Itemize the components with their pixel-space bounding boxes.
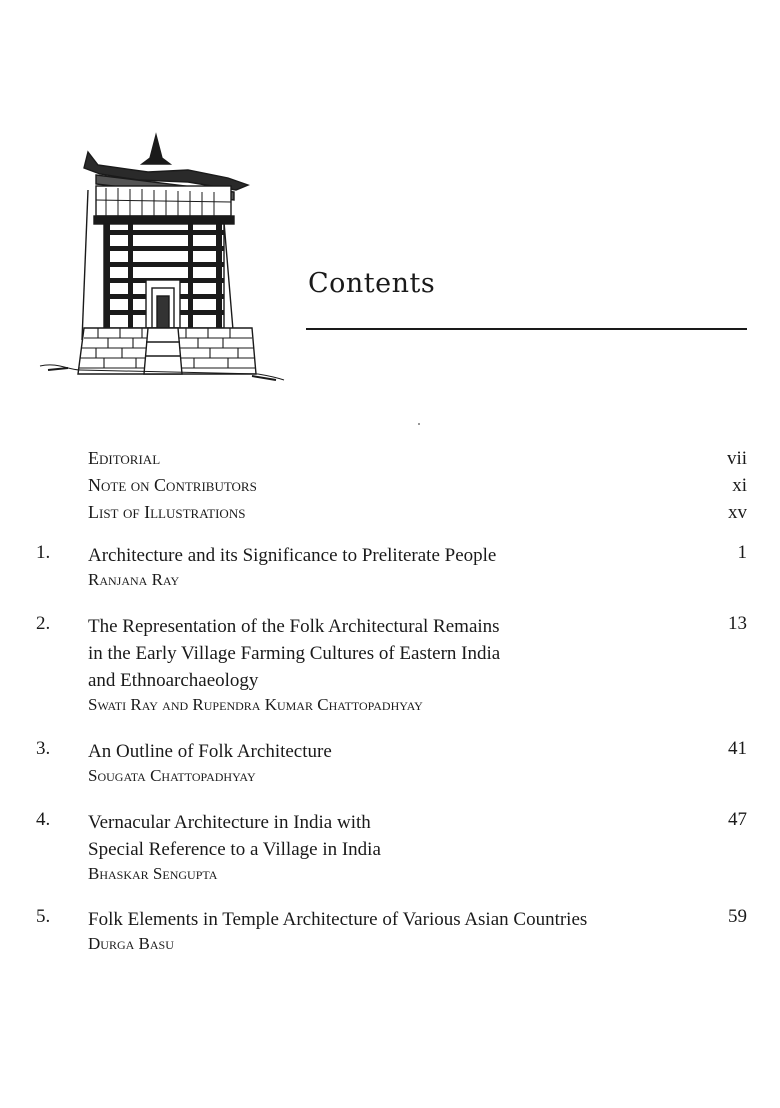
chapter-author: Swati Ray and Rupendra Kumar Chattopadhyay	[88, 695, 423, 714]
front-matter-item	[88, 502, 747, 526]
chapter-number: 3.	[36, 738, 51, 759]
chapter-number: 1.	[36, 542, 51, 563]
chapter-number: 2.	[36, 613, 51, 634]
front-matter-item	[88, 475, 747, 499]
front-matter-label: Editorial	[88, 448, 161, 468]
chapter-title: Special Reference to a Village in India	[88, 839, 381, 860]
chapter-author: Durga Basu	[88, 934, 174, 953]
chapter-title: Architecture and its Significance to Preliterate People	[88, 545, 497, 566]
page-number: xi	[732, 475, 747, 496]
chapter-author: Ranjana Ray	[88, 570, 180, 589]
page-number: 1	[737, 542, 747, 563]
page-number: 41	[728, 738, 747, 759]
title-divider	[306, 328, 747, 330]
chapter-title: Folk Elements in Temple Architecture of Various Asian Countries	[88, 909, 588, 930]
page-number: xv	[728, 502, 747, 523]
temple-illustration	[38, 130, 288, 385]
page-number: 13	[728, 613, 747, 634]
page-number: 59	[728, 906, 747, 927]
chapter-title: Vernacular Architecture in India with	[88, 812, 371, 833]
print-speck	[418, 423, 420, 425]
chapter-number: 5.	[36, 906, 51, 927]
chapter-title: in the Early Village Farming Cultures of Eastern India	[88, 643, 501, 664]
front-matter-label: Note on Contributors	[88, 475, 257, 495]
front-matter-label: List of Illustrations	[88, 502, 246, 522]
contents-title: Contents	[308, 268, 436, 299]
chapter-author: Bhaskar Sengupta	[88, 864, 218, 883]
chapter-title: and Ethnoarchaeology	[88, 670, 259, 691]
chapter-author: Sougata Chattopadhyay	[88, 766, 256, 785]
chapter-number: 4.	[36, 809, 51, 830]
page-number: 47	[728, 809, 747, 830]
chapter-title: The Representation of the Folk Architectural Remains	[88, 616, 500, 637]
page-number: vii	[726, 448, 747, 469]
chapter-title: An Outline of Folk Architecture	[88, 741, 332, 762]
front-matter-item	[88, 448, 747, 472]
